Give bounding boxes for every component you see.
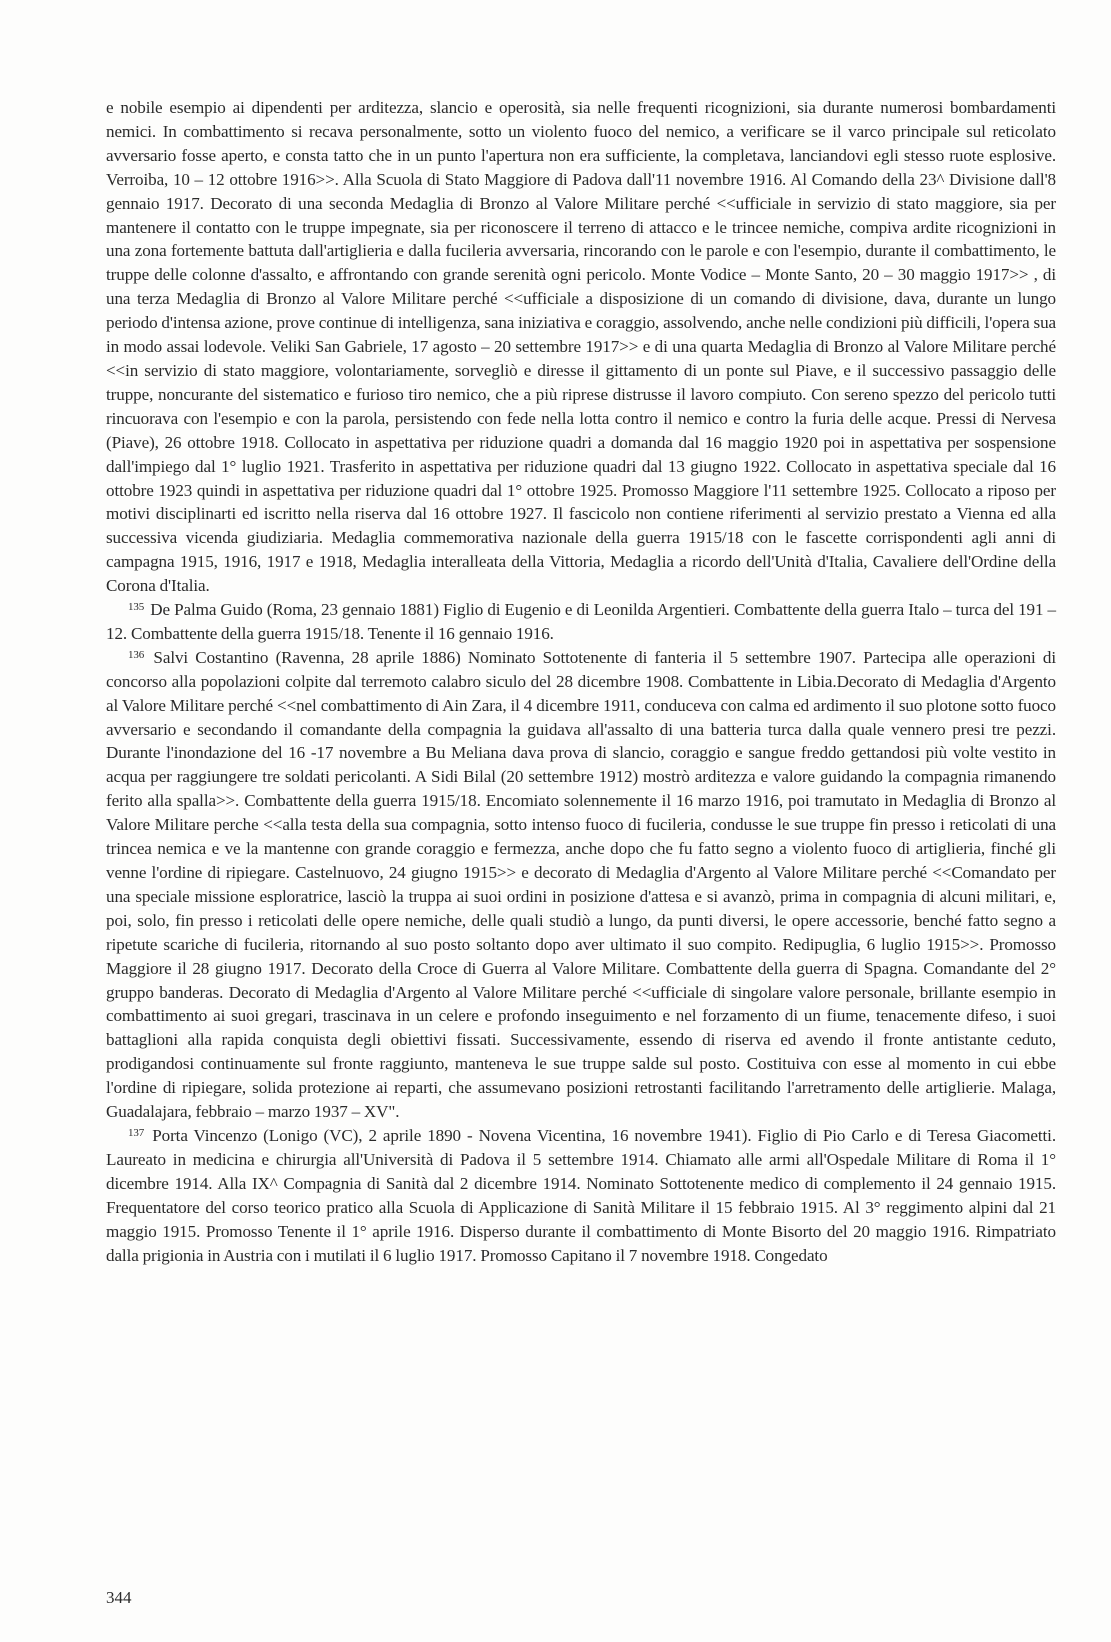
footnote-number: 137 [128, 1126, 145, 1139]
page-number: 344 [106, 1588, 132, 1607]
footnote-text: De Palma Guido (Roma, 23 gennaio 1881) Figlio di Eugenio e di Leonilda Argentieri. Combattente della guerra Italo – turca del 191 – 12. Combattente della guerra 1915/18. Tenente il 16 gennaio 1916. [106, 600, 1056, 643]
body-text [106, 96, 1056, 1267]
footnote-text: Salvi Costantino (Ravenna, 28 aprile 1886) Nominato Sottotenente di fanteria il 5 settembre 1907. Partecipa alle operazioni di concorso alla popolazioni colpite dal terremoto calabro siculo del 28 dicembre 1908. Combattente in Libia.Decorato di Medaglia d'Argento al Valore Militare perché <<nel combattimento di Ain Zara, il 4 dicembre 1911, conduceva con calma ed ardimento il suo plotone sotto fuoco avversario e secondando il comandante della compagnia la guidava all'assalto di una batteria turca dalla quale vennero presi tre pezzi. Durante l'inondazione del 16 -17 novembre a Bu Meliana dava prova di slancio, coraggio e sangue freddo gettandosi più volte vestito in acqua per raggiungere tre soldati pericolanti. A Sidi Bilal (20 settembre 1912) mostrò arditezza e valore guidando la compagnia rimanendo ferito alla spalla>>. Combattente della guerra 1915/18. Encomiato solennemente il 16 marzo 1916, poi tramutato in Medaglia di Bronzo al Valore Militare perche <<alla testa della sua compagnia, sotto intenso fuoco di fucileria, condusse le sue truppe fin presso i reticolati di una trincea nemica e ve la mantenne con grande coraggio e fermezza, anche dopo che fu fatto segno a violento fuoco di artiglieria, finché gli venne l'ordine di ripiegare. Castelnuovo, 24 giugno 1915>> e decorato di Medaglia d'Argento al Valore Militare perché <<Comandato per una speciale missione esploratrice, lasciò la truppa ai suoi ordini in posizione d'attesa e si avanzò, prima in compagnia di alcuni militari, e, poi, solo, fin presso i reticolati delle opere nemiche, delle quali studiò a lungo, da punti diversi, le opere accessorie, benché fatto segno a ripetute scariche di fucileria, ritornando al suo posto soltanto dopo aver ultimato il suo compito. Redipuglia, 6 luglio 1915>>. Promosso Maggiore il 28 giugno 1917. Decorato della Croce di Guerra al Valore Militare. Combattente della guerra di Spagna. Comandante del 2° gruppo banderas. Decorato di Medaglia d'Argento al Valore Militare perché <<ufficiale di singolare valore personale, brillante esempio in combattimento ai suoi gregari, trascinava in un celere e profondo inseguimento e nel forzamento di un fiume, tenacemente difeso, i suoi battaglioni alla rapida conquista degli obiettivi fissati. Successivamente, essendo di riserva ed avendo il fronte antistante ceduto, prodigandosi continuamente sul fronte raggiunto, manteneva le sue truppe salde sul posto. Costituiva con esse al momento in cui ebbe l'ordine di ripiegare, solida protezione ai reparti, che assumevano posizioni retrostanti facilitando l'arretramento delle artiglierie. Malaga, Guadalajara, febbraio – marzo 1937 – XV". [106, 647, 1056, 1122]
footnote-135 [106, 598, 1056, 646]
footnote-136 [106, 646, 1056, 1124]
footnote-137 [106, 1124, 1056, 1267]
footnote-number: 136 [128, 648, 145, 661]
continuation-paragraph: e nobile esempio ai dipendenti per arditezza, slancio e operosità, sia nelle frequenti ricognizioni, sia durante numerosi bombardamenti nemici. In combattimento si recava personalmente, sotto un violento fuoco del nemico, a verificare se il varco principale sul reticolato avversario fosse aperto, e consta tatto che in un punto l'apertura non era sufficiente, la completava, lanciandovi egli stesso ruote esplosive. Verroiba, 10 – 12 ottobre 1916>>. Alla Scuola di Stato Maggiore di Padova dall'11 novembre 1916. Al Comando della 23^ Divisione dall'8 gennaio 1917. Decorato di una seconda Medaglia di Bronzo al Valore Militare perché <<ufficiale in servizio di stato maggiore, sia per mantenere il contatto con le truppe impegnate, sia per riconoscere il terreno di attacco e le trincee nemiche, compiva ardite ricognizioni in una zona fortemente battuta dall'artiglieria e dalla fucileria avversaria, rincorando con le parole e con l'esempio, durante il combattimento, le truppe delle colonne d'assalto, e affrontando con grande serenità ogni pericolo. Monte Vodice – Monte Santo, 20 – 30 maggio 1917>> , di una terza Medaglia di Bronzo al Valore Militare perché <<ufficiale a disposizione di un comando di divisione, dava, durante un lungo periodo d'intensa azione, prove continue di intelligenza, sana iniziativa e coraggio, assolvendo, anche nelle condizioni più difficili, l'opera sua in modo assai lodevole. Veliki San Gabriele, 17 agosto – 20 settembre 1917>> e di una quarta Medaglia di Bronzo al Valore Militare perché <<in servizio di stato maggiore, volontariamente, sorvegliò e diresse il gittamento di un ponte sul Piave, e il successivo passaggio delle truppe, noncurante del sistematico e furioso tiro nemico, che a più riprese distrusse il lavoro compiuto. Con sereno spezzo del pericolo tutti rincuorava con l'esempio e con la parola, persistendo con fede nella lotta contro il nemico e contro la furia delle acque. Pressi di Nervesa (Piave), 26 ottobre 1918. Collocato in aspettativa per riduzione quadri a domanda dal 16 maggio 1920 poi in aspettativa per sospensione dall'impiego dal 1° luglio 1921. Trasferito in aspettativa per riduzione quadri dal 13 giugno 1922. Collocato in aspettativa speciale dal 16 ottobre 1923 quindi in aspettativa per riduzione quadri dal 1° ottobre 1925. Promosso Maggiore l'11 settembre 1925. Collocato a riposo per motivi disciplinarti ed iscritto nella riserva dal 16 ottobre 1927. Il fascicolo non contiene riferimenti al servizio prestato a Vienna ed alla successiva vicenda giudiziaria. Medaglia commemorativa nazionale della guerra 1915/18 con le fascette corrispondenti agli anni di campagna 1915, 1916, 1917 e 1918, Medaglia interalleata della Vittoria, Medaglia a ricordo dell'Unità d'Italia, Cavaliere dell'Ordine della Corona d'Italia. [106, 98, 1056, 596]
footnote-number: 135 [128, 601, 145, 614]
footnote-text: Porta Vincenzo (Lonigo (VC), 2 aprile 1890 - Novena Vicentina, 16 novembre 1941). Figlio di Pio Carlo e di Teresa Giacometti. Laureato in medicina e chirurgia all'Università di Padova il 5 settembre 1914. Chiamato alle armi all'Ospedale Militare di Roma il 1° dicembre 1914. Alla IX^ Compagnia di Sanità dal 2 dicembre 1914. Nominato Sottotenente medico di complemento il 24 gennaio 1915. Frequentatore del corso teorico pratico alla Scuola di Applicazione di Sanità Militare il 15 febbraio 1915. Al 3° reggimento alpini dal 21 maggio 1915. Promosso Tenente il 1° aprile 1916. Disperso durante il combattimento di Monte Bisorto del 20 maggio 1916. Rimpatriato dalla prigionia in Austria con i mutilati il 6 luglio 1917. Promosso Capitano il 7 novembre 1918. Congedato [106, 1125, 1056, 1265]
